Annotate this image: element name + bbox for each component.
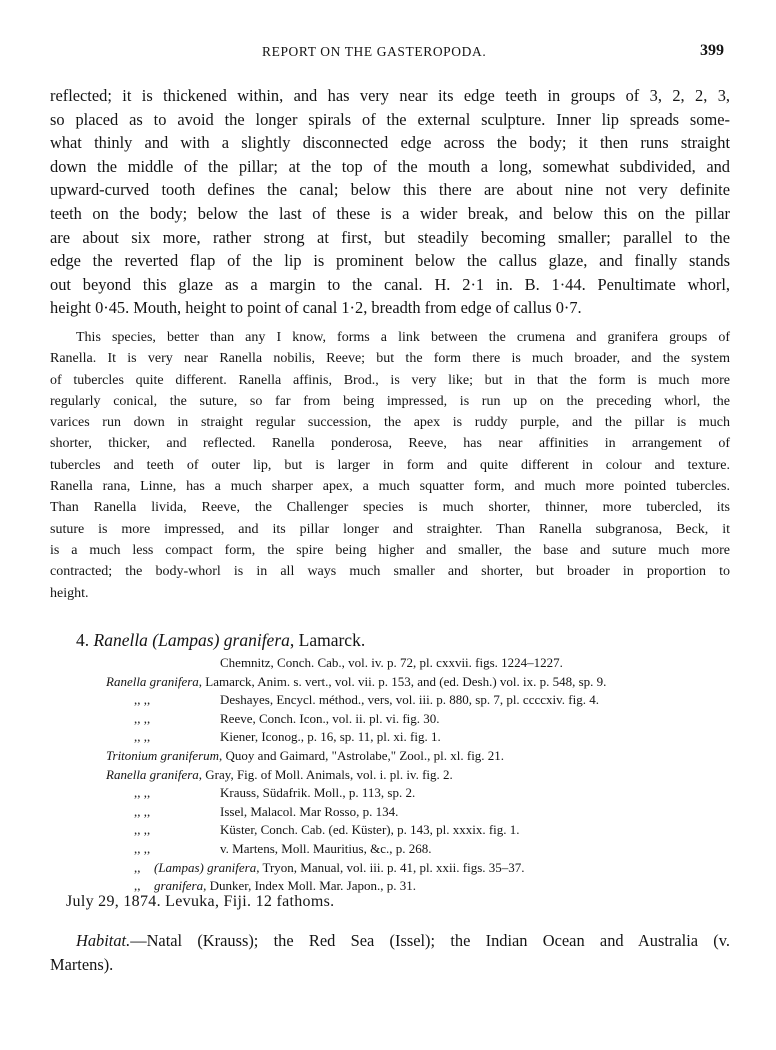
- species-name: Ranella (Lampas) granifera: [93, 630, 290, 650]
- citation-text: , Dunker, Index Moll. Mar. Japon., p. 31.: [203, 878, 416, 894]
- synonymy-list: [50, 654, 740, 896]
- remarks-line: Ranella rana, Linne, has a much sharper apex, a much squatter form, and much more pointed tubercles.: [50, 479, 730, 495]
- description-line: teeth on the body; below the last of these is a wider break, and below this on the pillar: [50, 203, 730, 223]
- species-heading: [76, 630, 365, 651]
- habitat-line-2: Martens).: [50, 955, 114, 974]
- citation-text: , Lamarck, Anim. s. vert., vol. vii. p. 153, and (ed. Desh.) vol. ix. p. 548, sp. 9.: [198, 673, 607, 689]
- description-line: edge the reverted flap of the lip is prominent below the callus glaze, and finally stands: [50, 251, 730, 271]
- synonymy-entry: [50, 728, 740, 747]
- description-line: so placed as to avoid the longer spirals of the external sculpture. Inner lip spreads some-: [50, 109, 730, 129]
- remarks-paragraph: [50, 327, 730, 604]
- taxon-name: (Lampas) granifera: [154, 859, 257, 875]
- habitat-line: [50, 929, 730, 953]
- taxon-name: Ranella granifera: [106, 766, 199, 782]
- ditto-mark: ,, ,,: [134, 710, 151, 726]
- remarks-line: This species, better than any I know, forms a link between the crumena and granifera groups of: [76, 330, 730, 345]
- remarks-line: contracted; the body-whorl is in all ways much smaller and shorter, but broader in proportion to: [50, 564, 730, 580]
- page-number: 399: [700, 42, 724, 59]
- remarks-line: Than Ranella livida, Reeve, the Challenger species is much shorter, thinner, more tubercled, its: [50, 500, 730, 516]
- ditto-mark: ,, ,,: [134, 785, 151, 801]
- description-line: out beyond this glaze as a margin to the canal. H. 2·1 in. B. 1·44. Penultimate whorl,: [50, 274, 730, 294]
- taxon-name: granifera: [154, 878, 204, 894]
- remarks-line: suture is more impressed, and its pillar longer and straighter. Than Ranella subgranosa, Beck, it: [50, 521, 730, 537]
- synonymy-entry: [50, 840, 740, 859]
- remarks-line: tubercles and teeth of outer lip, but is larger in form and quite different in colour and texture.: [50, 457, 730, 473]
- remarks-line: varices run down in straight regular succession, the apex is ruddy purple, and the pillar is much: [50, 415, 730, 431]
- citation-text: Kiener, Iconog., p. 16, sp. 11, pl. xi. fig. 1.: [220, 729, 441, 745]
- description-line: height 0·45. Mouth, height to point of canal 1·2, breadth from edge of callus 0·7.: [50, 298, 582, 318]
- ditto-mark: ,, ,,: [134, 822, 151, 838]
- taxon-name: Tritonium graniferum: [106, 747, 220, 763]
- ditto-mark: ,,: [134, 878, 141, 894]
- citation-text: , Tryon, Manual, vol. iii. p. 41, pl. xxii. figs. 35–37.: [256, 859, 525, 875]
- habitat-label: Habitat.: [76, 931, 131, 950]
- citation-text: , Gray, Fig. of Moll. Animals, vol. i. pl. iv. fig. 2.: [198, 766, 453, 782]
- synonymy-entry: [50, 691, 740, 710]
- remarks-line: of tubercles quite different. Ranella affinis, Brod., is very like; but in that the form is much more: [50, 372, 730, 388]
- description-line: reflected; it is thickened within, and has very near its edge teeth in groups of 3, 2, 2, 3,: [50, 86, 730, 105]
- description-line: are about six more, rather strong at first, but steadily becoming smaller; parallel to the: [50, 227, 730, 247]
- species-number: 4.: [76, 630, 90, 650]
- description-line: down the middle of the pillar; at the top of the mouth a long, somewhat subdivided, and: [50, 156, 730, 176]
- citation-text: v. Martens, Moll. Mauritius, &c., p. 268.: [220, 840, 432, 856]
- ditto-mark: ,, ,,: [134, 692, 151, 708]
- species-author: , Lamarck.: [289, 630, 366, 650]
- synonymy-entry: [50, 821, 740, 840]
- synonymy-entry: [50, 654, 740, 673]
- remarks-line: regularly conical, the suture, so far from being impressed, is run up on the preceding whorl, the: [50, 393, 730, 409]
- remarks-line: shorter, thicker, and reflected. Ranella ponderosa, Reeve, has near affinities in arrangement of: [50, 436, 730, 452]
- habitat-paragraph: [50, 929, 730, 977]
- description-paragraph: [50, 84, 730, 320]
- remarks-line: Ranella. It is very near Ranella nobilis, Reeve; but the form there is much broader, and the system: [50, 351, 730, 367]
- ditto-mark: ,, ,,: [134, 840, 151, 856]
- running-head: REPORT ON THE GASTEROPODA.: [262, 44, 487, 59]
- synonymy-entry: [50, 803, 740, 822]
- ditto-mark: ,, ,,: [134, 803, 151, 819]
- synonymy-entry: [50, 784, 740, 803]
- remarks-line: is a much less compact form, the spire being higher and smaller, the base and suture much more: [50, 542, 730, 558]
- synonymy-entry: [50, 747, 740, 766]
- citation-text: Krauss, Südafrik. Moll., p. 113, sp. 2.: [220, 785, 416, 801]
- synonymy-entry: [50, 859, 740, 878]
- description-line: upward-curved tooth defines the canal; below this there are about nine not very definite: [50, 180, 730, 200]
- ditto-mark: ,, ,,: [134, 729, 151, 745]
- remarks-line: height.: [50, 585, 89, 601]
- taxon-name: Ranella granifera: [106, 673, 199, 689]
- ditto-mark: ,,: [134, 859, 141, 875]
- synonymy-entry: [50, 673, 740, 692]
- description-line: what thinly and with a slightly disconnected edge across the body; it then runs straight: [50, 133, 730, 153]
- citation-text: , Quoy and Gaimard, "Astrolabe," Zool., pl. xl. fig. 21.: [219, 747, 505, 763]
- citation-text: Reeve, Conch. Icon., vol. ii. pl. vi. fig. 30.: [220, 710, 440, 726]
- citation-text: Deshayes, Encycl. méthod., vers, vol. iii. p. 880, sp. 7, pl. ccccxiv. fig. 4.: [220, 692, 599, 708]
- synonymy-entry: [50, 766, 740, 785]
- synonymy-entry: [50, 710, 740, 729]
- citation-text: Issel, Malacol. Mar Rosso, p. 134.: [220, 803, 399, 819]
- citation-text: Küster, Conch. Cab. (ed. Küster), p. 143, pl. xxxix. fig. 1.: [220, 822, 520, 838]
- citation-text: Chemnitz, Conch. Cab., vol. iv. p. 72, pl. cxxvii. figs. 1224–1227.: [220, 655, 563, 670]
- habitat-text: —Natal (Krauss); the Red Sea (Issel); the Indian Ocean and Australia (v.: [130, 931, 730, 950]
- station-record: July 29, 1874. Levuka, Fiji. 12 fathoms.: [66, 893, 335, 910]
